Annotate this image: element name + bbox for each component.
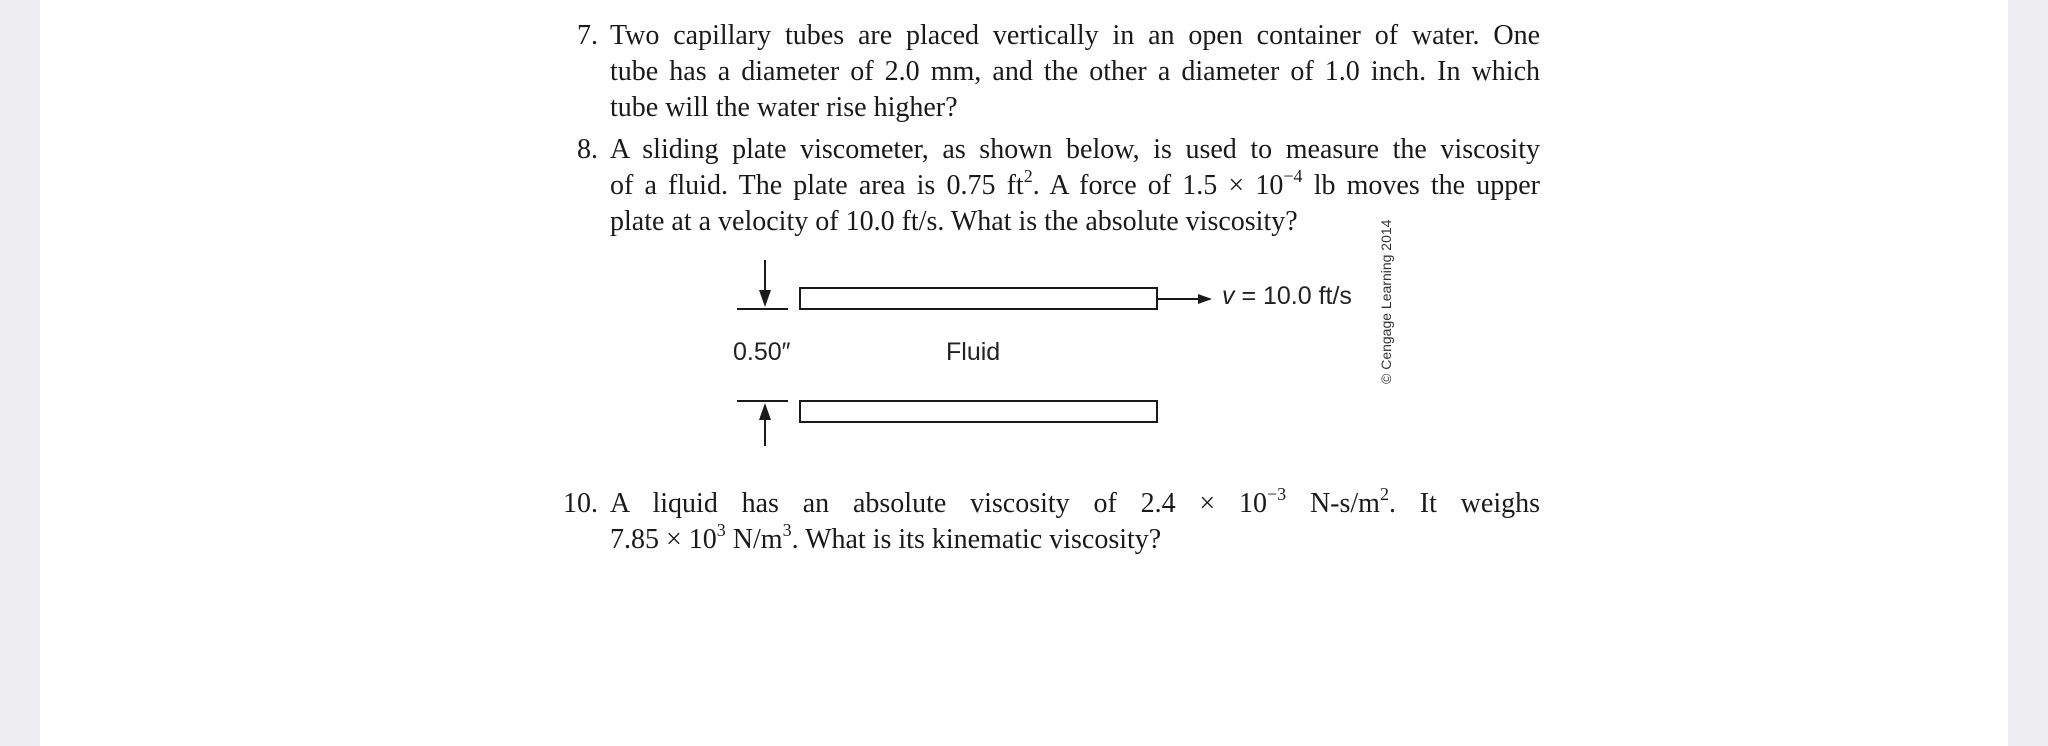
superscript: −4 — [1283, 166, 1303, 186]
problem-text — [610, 486, 1540, 558]
text-run: A liquid has an absolute viscosity of 2.4 × 10 — [610, 488, 1267, 519]
text-run: 7.85 × 10 — [610, 524, 717, 555]
problem-line — [610, 522, 1540, 558]
text-run: of a fluid. The plate area is 0.75 ft — [610, 170, 1024, 201]
problem-10 — [563, 484, 1541, 558]
problem-text — [610, 132, 1540, 240]
problem-text — [610, 18, 1540, 126]
text-run: . It weighs — [1388, 488, 1541, 519]
problem-line — [610, 168, 1540, 204]
copyright-credit: © Cengage Learning 2014 — [1378, 219, 1394, 384]
superscript: −3 — [1267, 484, 1287, 504]
problem-line: A sliding plate viscometer, as shown below, is used to measure the viscosity — [610, 134, 1540, 165]
problem-number: 10. — [563, 488, 598, 519]
problem-number: 7. — [577, 20, 598, 51]
problem-8 — [568, 132, 1540, 240]
problem-line: tube has a diameter of 2.0 mm, and the other a diameter of 1.0 inch. In which — [610, 56, 1540, 87]
velocity-value: = 10.0 ft/s — [1234, 282, 1352, 310]
text-run: N-s/m — [1286, 488, 1380, 519]
text-run: lb moves the upper — [1302, 170, 1541, 201]
problem-7 — [568, 18, 1540, 126]
superscript: 2 — [1379, 484, 1389, 504]
text-run: . What is its kinematic viscosity? — [791, 524, 1162, 555]
problem-line: plate at a velocity of 10.0 ft/s. What is the absolute viscosity? — [610, 206, 1298, 237]
problem-line — [610, 486, 1540, 522]
superscript: 3 — [716, 520, 726, 540]
superscript: 3 — [782, 520, 792, 540]
problem-line: tube will the water rise higher? — [610, 92, 958, 123]
superscript: 2 — [1023, 166, 1033, 186]
gap-label: 0.50″ — [733, 338, 791, 366]
problem-number: 8. — [577, 134, 598, 165]
text-run: . A force of 1.5 × 10 — [1032, 170, 1284, 201]
velocity-symbol: v — [1222, 282, 1235, 310]
problem-line: Two capillary tubes are placed vertically in an open container of water. One — [610, 20, 1540, 51]
text-run: N/m — [725, 524, 783, 555]
fluid-label: Fluid — [946, 338, 1001, 366]
